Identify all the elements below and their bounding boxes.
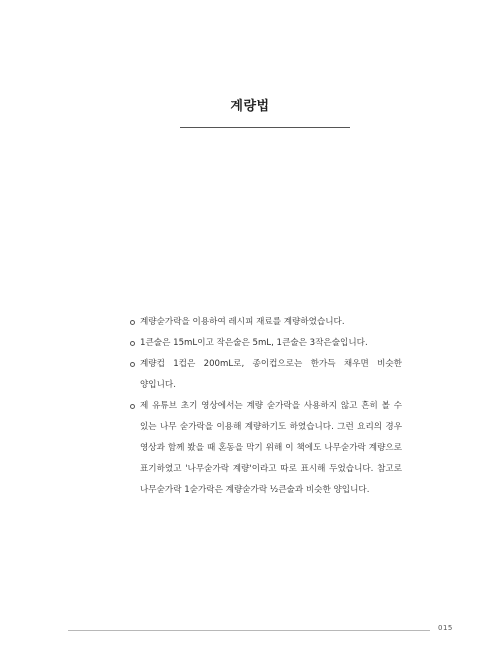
footer-divider xyxy=(68,630,430,631)
note-item xyxy=(130,312,402,333)
circle-bullet-icon xyxy=(130,320,135,325)
note-text: 1큰술은 15mL이고 작은술은 5mL, 1큰술은 3작은술입니다. xyxy=(140,338,368,348)
circle-bullet-icon xyxy=(130,404,135,409)
note-text: 제 유튜브 초기 영상에서는 계량 숟가락을 사용하지 않고 흔히 볼 수 있는 나무 숟가락을 이용해 계량하기도 하였습니다. 그런 요리의 경우 영상과 함께 봤을 때 혼동을 막기 위해 이 책에도 나무숟가락 계량으로 표기하였고 '나무숟가락 계량'이라고 따로 표시해 두었습니다. 참고로 나무숟가락 1숟가락은 계량숟가락 ½큰술과 비슷한 양입니다. xyxy=(140,401,402,495)
title-divider xyxy=(180,127,350,128)
note-text: 계량컵 1컵은 200mL로, 종이컵으로는 한가득 채우면 비슷한 양입니다. xyxy=(140,359,402,390)
note-item xyxy=(130,333,402,354)
measurement-notes-list xyxy=(130,312,402,501)
note-text: 계량숟가락을 이용하여 레시피 재료를 계량하였습니다. xyxy=(140,317,345,327)
page-number: 015 xyxy=(438,624,453,632)
circle-bullet-icon xyxy=(130,341,135,346)
note-item xyxy=(130,354,402,396)
page-title: 계량법 xyxy=(230,99,270,114)
note-item xyxy=(130,396,402,501)
circle-bullet-icon xyxy=(130,362,135,367)
